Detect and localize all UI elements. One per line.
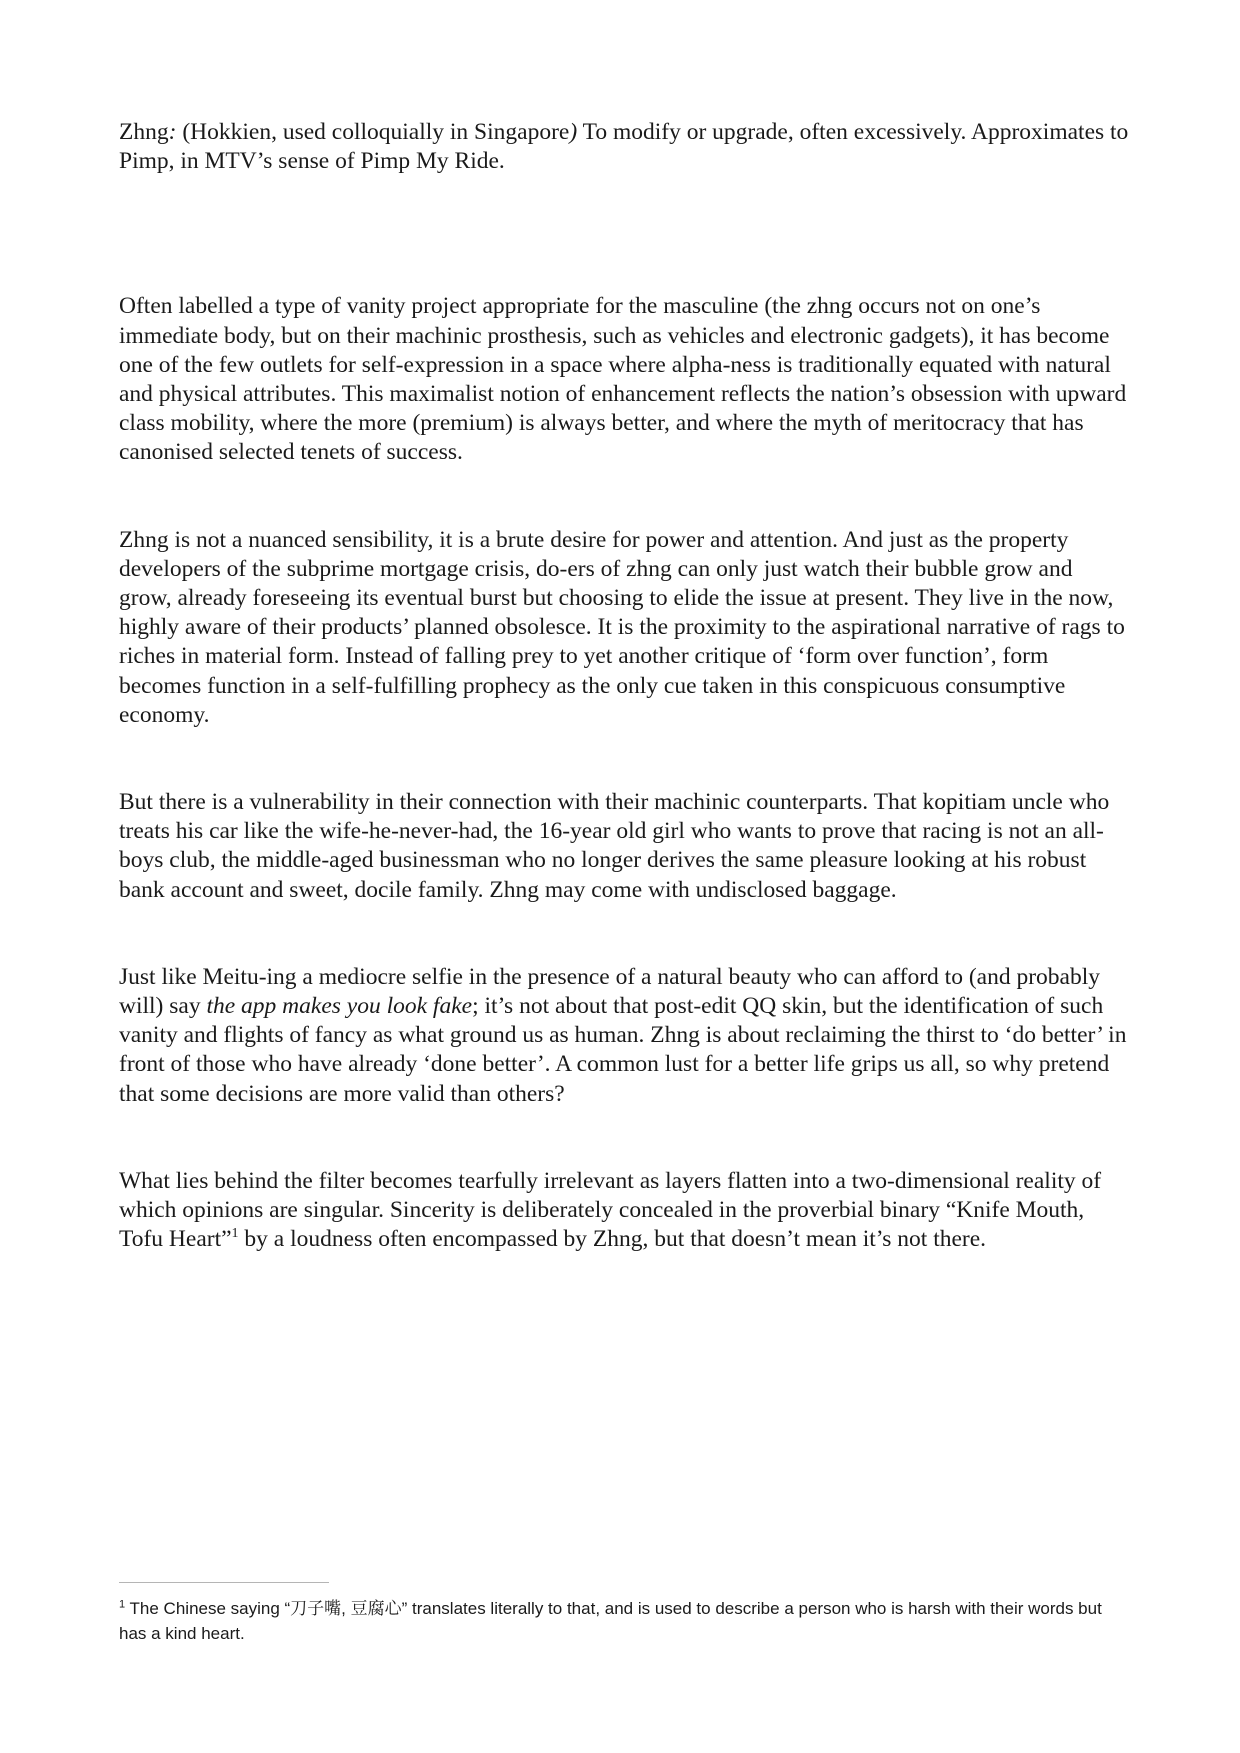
definition-colon: :	[168, 119, 177, 145]
paragraph-5-after: by a loudness often encompassed by Zhng, but that doesn’t mean it’s not there.	[238, 1226, 987, 1253]
paragraph-4-before: Just like Meitu-ing a mediocre selfie in the presence of a natural beauty who can afford to (and probably will) say	[119, 963, 1100, 1020]
definition-paragraph	[119, 118, 1129, 176]
document-body	[119, 118, 1129, 1254]
footnote-divider	[119, 1582, 329, 1583]
paragraph-1: Often labelled a type of vanity project appropriate for the masculine (the zhng occurs not on one’s immediate body, but on their machinic prosthesis, such as vehicles and electronic gadgets), it has become one of the few outlets for self-expression in a space where alpha-ness is traditionally equated with natural and physical attributes. This maximalist notion of enhancement reflects the nation’s obsession with upward class mobility, where the more (premium) is always better, and where the myth of meritocracy that has canonised selected tenets of success.	[119, 293, 1127, 466]
footnote-text: The Chinese saying “刀子嘴, 豆腐心” translates literally to that, and is used to describe a person who is harsh with their words but has a kind heart.	[119, 1599, 1102, 1643]
footnote-reference[interactable]: 1	[231, 1226, 239, 1242]
definition-meaning: To modify or upgrade, often excessively. Approximates to Pimp, in MTV’s sense of Pimp My Ride.	[119, 119, 1129, 175]
paragraph-4	[119, 963, 1129, 1109]
paragraph-5-before: What lies behind the filter becomes tearfully irrelevant as layers flatten into a two-dimensional reality of which opinions are singular. Sincerity is deliberately concealed in the proverbial binary “Knife Mouth, Tofu Heart”	[119, 1167, 1102, 1253]
footnote	[119, 1596, 1129, 1646]
definition-open-paren: (	[176, 119, 191, 145]
paragraph-4-italic-quote: the app makes you look fake	[206, 993, 473, 1020]
paragraph-2: Zhng is not a nuanced sensibility, it is a brute desire for power and attention. And just as the property developers of the subprime mortgage crisis, do-ers of zhng can only just watch their bubble grow and grow, already foreseeing its eventual burst but choosing to elide the issue at present. They live in the now, highly aware of their products’ planned obsolesce. It is the proximity to the aspirational narrative of rags to riches in material form. Instead of falling prey to yet another critique of ‘form over function’, form becomes function in a self-fulfilling prophecy as the only cue taken in this conspicuous consumptive economy.	[119, 526, 1125, 728]
footnote-number: 1	[119, 1598, 126, 1611]
paragraph-5	[119, 1167, 1129, 1255]
paragraph-3: But there is a vulnerability in their connection with their machinic counterparts. That kopitiam uncle who treats his car like the wife-he-never-had, the 16-year old girl who wants to prove that racing is not an all-boys club, the middle-aged businessman who no longer derives the same pleasure looking at his robust bank account and sweet, docile family. Zhng may come with undisclosed baggage.	[119, 789, 1110, 903]
definition-term: Zhng	[119, 119, 169, 145]
definition-origin: Hokkien, used colloquially in Singapore	[190, 119, 570, 145]
definition-close-paren: )	[569, 119, 578, 145]
paragraph-4-after: ; it’s not about that post-edit QQ skin, but the identification of such vanity and flights of fancy as what ground us as human. Zhng is about reclaiming the thirst to ‘do better’ in front of those who have already ‘done better’. A common lust for a better life grips us all, so why pretend that some decisions are more valid than others?	[119, 993, 1127, 1107]
